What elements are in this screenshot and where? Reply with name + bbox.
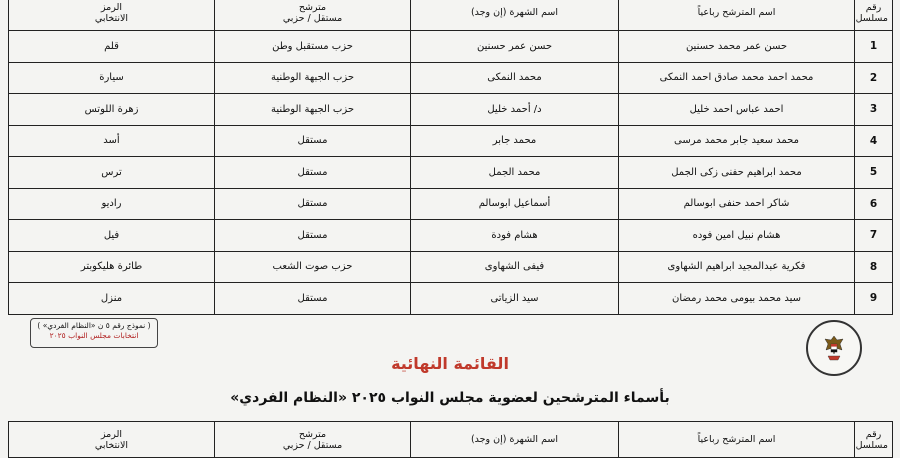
cell-affiliation: مستقل [215,283,411,315]
header-serial: رقم مسلسل [855,422,893,458]
form-election-label: انتخابات مجلس النواب ٢٠٢٥ [49,331,139,340]
cell-serial: 3 [855,94,893,126]
cell-name: حسن عمر محمد حسنين [619,31,855,63]
table-row [9,220,893,252]
cell-serial: 4 [855,125,893,157]
cell-symbol: فيل [9,220,215,252]
cell-affiliation: مستقل [215,188,411,220]
cell-fame: حسن عمر حسنين [411,31,619,63]
cell-affiliation: مستقل [215,220,411,252]
cell-serial: 8 [855,251,893,283]
table-row [9,188,893,220]
final-list-title: القائمة النهائية [391,354,509,373]
cell-affiliation: مستقل [215,125,411,157]
cell-fame: فيفى الشهاوى [411,251,619,283]
table-row [9,157,893,189]
cell-fame: محمد الجمل [411,157,619,189]
header-symbol: الرمز الانتخابي [9,422,215,458]
header-fame: اسم الشهرة (إن وجد) [411,0,619,31]
form-number-box [30,318,158,348]
header-affiliation: مترشح مستقل / حزبي [215,422,411,458]
cell-name: محمد احمد محمد صادق احمد النمكى [619,62,855,94]
cell-fame: د/ أحمد خليل [411,94,619,126]
cell-affiliation: مستقل [215,157,411,189]
header-symbol: الرمز الانتخابي [9,0,215,31]
cell-serial: 1 [855,31,893,63]
cell-name: سيد محمد بيومى محمد رمضان [619,283,855,315]
cell-fame: محمد النمكى [411,62,619,94]
cell-affiliation: حزب الجبهة الوطنية [215,94,411,126]
cell-fame: سيد الزياتى [411,283,619,315]
cell-symbol: قلم [9,31,215,63]
table-header-row [9,0,893,31]
cell-name: فكرية عبدالمجيد ابراهيم الشهاوى [619,251,855,283]
cell-symbol: ترس [9,157,215,189]
table-row [9,31,893,63]
header-name: اسم المترشح رباعياً [619,422,855,458]
cell-fame: هشام فودة [411,220,619,252]
final-list-subtitle: بأسماء المترشحين لعضوية مجلس النواب ٢٠٢٥ «النظام الفردي» [230,390,670,406]
cell-serial: 9 [855,283,893,315]
candidates-table [8,0,893,315]
cell-serial: 7 [855,220,893,252]
cell-fame: أسماعيل ابوسالم [411,188,619,220]
table-row [9,94,893,126]
cell-symbol: زهرة اللوتس [9,94,215,126]
cell-name: محمد ابراهيم حفنى زكى الجمل [619,157,855,189]
cell-name: هشام نبيل امين فوده [619,220,855,252]
header-name: اسم المترشح رباعياً [619,0,855,31]
cell-symbol: طائرة هليكوبتر [9,251,215,283]
cell-symbol: راديو [9,188,215,220]
header-serial: رقم مسلسل [855,0,893,31]
table-row [9,125,893,157]
cell-fame: محمد جابر [411,125,619,157]
header-affiliation: مترشح مستقل / حزبي [215,0,411,31]
cell-affiliation: حزب صوت الشعب [215,251,411,283]
cell-affiliation: حزب مستقبل وطن [215,31,411,63]
cell-symbol: سيارة [9,62,215,94]
table-row [9,62,893,94]
table-row [9,251,893,283]
cell-affiliation: حزب الجبهة الوطنية [215,62,411,94]
cell-serial: 5 [855,157,893,189]
form-number-label: ( نموذج رقم ٥ ن «النظام الفردي» ) [37,321,151,330]
cell-serial: 2 [855,62,893,94]
table-row [9,283,893,315]
cell-name: احمد عباس احمد خليل [619,94,855,126]
cell-serial: 6 [855,188,893,220]
cell-name: محمد سعيد جابر محمد مرسى [619,125,855,157]
cell-symbol: أسد [9,125,215,157]
cell-symbol: منزل [9,283,215,315]
table-header-row [9,422,893,458]
header-fame: اسم الشهرة (إن وجد) [411,422,619,458]
cell-name: شاكر احمد حنفى ابوسالم [619,188,855,220]
candidates-table-continued [8,421,893,458]
